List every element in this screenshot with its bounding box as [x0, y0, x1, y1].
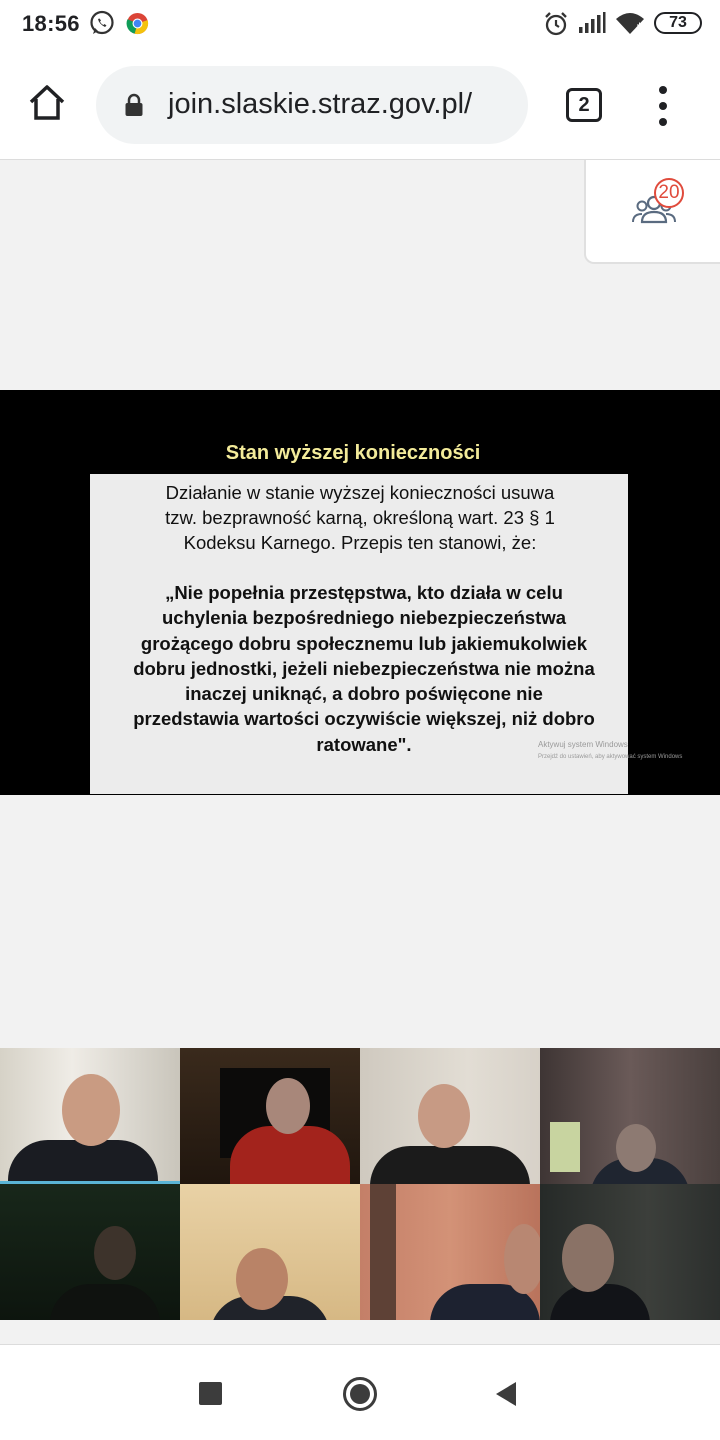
battery-indicator: 73: [654, 12, 702, 34]
address-bar[interactable]: [96, 66, 528, 144]
video-tile[interactable]: [540, 1184, 720, 1320]
video-tile[interactable]: [180, 1184, 360, 1320]
slide-quote-text: „Nie popełnia przestępstwa, kto działa w celu uchylenia bezpośredniego niebezpieczeństwa grożącego dobru społecznemu lub jakiemukolwiek dobru jednostki, jeżeli niebezpieczeństwa nie można inaczej uniknąć, a dobro poświęcone nie przedstawia wartości oczywiście większej, niż dobro ratowane".: [133, 582, 595, 755]
url-text: join.slaskie.straz.gov.pl/: [168, 88, 473, 120]
nav-back-icon[interactable]: [494, 1381, 518, 1407]
status-time: 18:56: [22, 11, 80, 36]
video-tile[interactable]: [540, 1048, 720, 1184]
alarm-icon: [543, 11, 569, 37]
status-bar: [0, 0, 720, 48]
video-tile[interactable]: [0, 1184, 180, 1320]
shared-screen: [0, 390, 720, 795]
video-grid: [0, 1048, 720, 1320]
windows-activation-watermark: [528, 738, 718, 762]
system-nav-bar: [0, 1344, 720, 1440]
signal-icon: [578, 12, 606, 34]
svg-text:Przejdź do ustawień, aby aktyw: Przejdź do ustawień, aby aktywować system Windows: [538, 754, 683, 760]
chrome-icon: [126, 12, 149, 35]
slide-title: Stan wyższej konieczności: [225, 442, 481, 464]
nav-home-icon[interactable]: [342, 1376, 378, 1412]
slide-intro-text: Działanie w stanie wyższej konieczności usuwa tzw. bezprawność karną, określoną wart. 23 § 1 Kodeksu Karnego. Przepis ten stanowi, że:: [165, 482, 555, 553]
svg-text:Aktywuj system Windows: Aktywuj system Windows: [538, 740, 628, 749]
browser-toolbar: [0, 48, 720, 160]
tab-switcher-button[interactable]: 2: [566, 88, 602, 122]
video-tile[interactable]: [180, 1048, 360, 1184]
video-tile[interactable]: [0, 1048, 180, 1184]
home-icon[interactable]: [26, 82, 68, 124]
video-tile[interactable]: [360, 1048, 540, 1184]
participants-button[interactable]: [584, 160, 720, 264]
participant-count-badge: 20: [654, 178, 684, 208]
whatsapp-icon: [89, 10, 115, 36]
wifi-icon: [615, 11, 645, 35]
lock-icon: [124, 93, 144, 117]
nav-recents-icon[interactable]: [199, 1382, 222, 1405]
menu-icon[interactable]: [648, 84, 678, 128]
video-tile[interactable]: [360, 1184, 540, 1320]
